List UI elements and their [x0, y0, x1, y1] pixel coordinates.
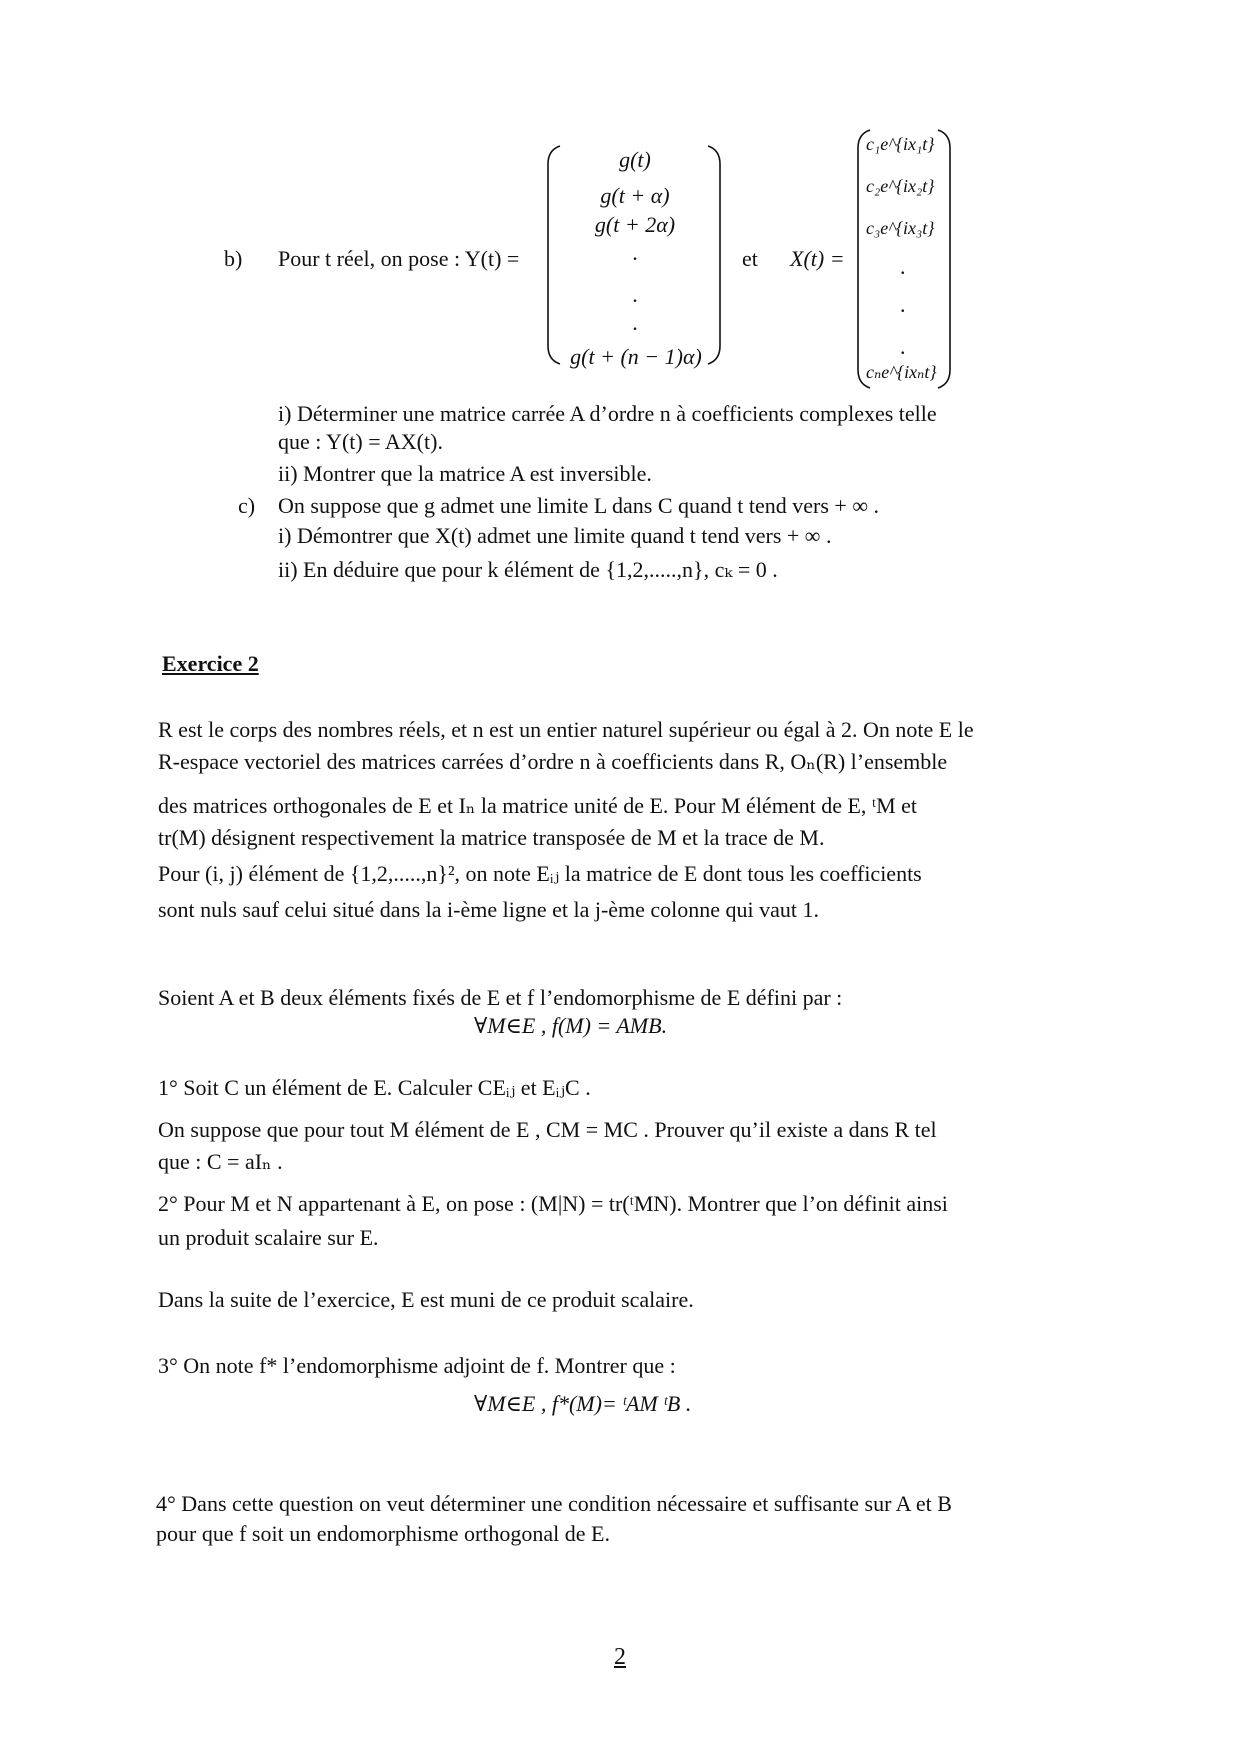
exercise-2-p1-line1: R est le corps des nombres réels, et n est un entier naturel supérieur ou égal à 2. On note E le — [158, 717, 974, 742]
part-c-question-i: i) Démontrer que X(t) admet une limite quand t tend vers + ∞ . — [278, 523, 832, 548]
exercise-2-p1-line4: tr(M) désignent respectivement la matrice transposée de M et la trace de M. — [158, 825, 825, 850]
exercise-2-p1-line2: R-espace vectoriel des matrices carrées d’ordre n à coefficients dans R, Oₙ(R) l’ensemble — [158, 749, 948, 774]
question-4-line2: pour que f soit un endomorphisme orthogonal de E. — [156, 1521, 610, 1546]
question-3-line1: 3° On note f* l’endomorphisme adjoint de f. Montrer que : — [158, 1353, 676, 1378]
et-word: et — [742, 246, 758, 271]
x-entry-dot-3: . — [900, 334, 906, 359]
exercise-2-p1-line6: sont nuls sauf celui situé dans la i-ème ligne et la j-ème colonne qui vaut 1. — [158, 897, 820, 922]
x-entry-dot-2: . — [900, 292, 906, 317]
part-c-question-ii: ii) En déduire que pour k élément de {1,2,.....,n}, cₖ = 0 . — [278, 557, 778, 582]
part-b-question-ii: ii) Montrer que la matrice A est inversible. — [278, 461, 652, 486]
question-3-formula: ∀M∈E , f*(M)= ᵗAM ᵗB . — [474, 1391, 692, 1416]
y-entry-dot-1: . — [632, 240, 638, 265]
exercise-2-p2-line1: Soient A et B deux éléments fixés de E et f l’endomorphisme de E défini par : — [158, 985, 843, 1010]
y-entry-dot-3: . — [632, 310, 638, 335]
y-entry-dot-2: . — [632, 282, 638, 307]
y-entry-3: g(t + 2α) — [594, 212, 676, 237]
x-entry-last: cₙe^{ixₙt} — [866, 362, 937, 382]
paragraph-scalar-product: Dans la suite de l’exercice, E est muni de ce produit scalaire. — [158, 1287, 694, 1312]
part-b-question-i-line1: i) Déterminer une matrice carrée A d’ordre n à coefficients complexes telle — [278, 401, 937, 426]
exercise-2-title: Exercice 2 — [162, 651, 259, 676]
x-entry-dot-1: . — [900, 254, 906, 279]
part-c-label: c) — [238, 493, 256, 518]
question-1-line3: que : C = aIₙ . — [158, 1149, 283, 1174]
page-number: 2 — [614, 1644, 626, 1670]
x-entry-2: c₂e^{ix₂t} — [866, 176, 935, 196]
y-entry-2: g(t + α) — [600, 183, 670, 208]
part-b-question-i-line2: que : Y(t) = AX(t). — [278, 429, 443, 454]
question-1-line1: 1° Soit C un élément de E. Calculer CEᵢⱼ et EᵢⱼC . — [158, 1075, 591, 1100]
question-4-line1: 4° Dans cette question on veut déterminer une condition nécessaire et suffisante sur A et B — [156, 1491, 952, 1516]
exercise-2-p1-line5: Pour (i, j) élément de {1,2,.....,n}², on note Eᵢⱼ la matrice de E dont tous les coefficients — [158, 861, 922, 886]
x-entry-1: c₁e^{ix₁t} — [866, 134, 935, 154]
y-entry-last: g(t + (n − 1)α) — [570, 344, 702, 369]
part-b-intro: Pour t réel, on pose : Y(t) = — [278, 246, 520, 271]
question-1-line2: On suppose que pour tout M élément de E , CM = MC . Prouver qu’il existe a dans R tel — [158, 1117, 937, 1142]
exercise-2-p1-line3: des matrices orthogonales de E et Iₙ la matrice unité de E. Pour M élément de E, ᵗM et — [158, 793, 918, 818]
question-2-line2: un produit scalaire sur E. — [158, 1225, 379, 1250]
question-2-line1: 2° Pour M et N appartenant à E, on pose : (M|N) = tr(ᵗMN). Montrer que l’on définit ainsi — [158, 1191, 948, 1216]
exercise-2-p2-formula: ∀M∈E , f(M) = AMB. — [474, 1013, 668, 1038]
y-entry-1: g(t) — [619, 147, 651, 172]
x-entry-3: c₃e^{ix₃t} — [866, 218, 935, 238]
x-label: X(t) = — [790, 246, 845, 271]
part-c-intro: On suppose que g admet une limite L dans C quand t tend vers + ∞ . — [278, 493, 880, 518]
part-b-label: b) — [224, 246, 243, 271]
